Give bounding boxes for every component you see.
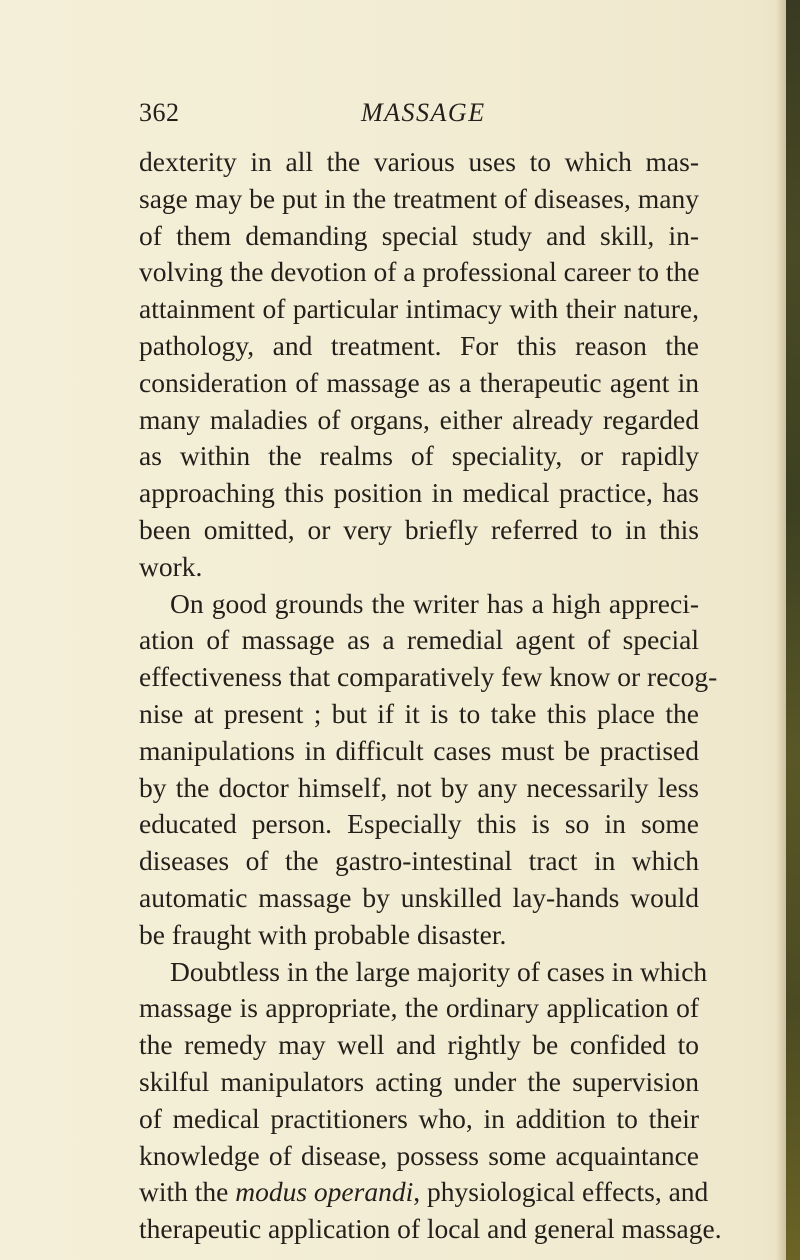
text-line: ation of massage as a remedial agent of special [139, 624, 699, 656]
text-line: many maladies of organs, either already regarded [139, 403, 699, 435]
page-number: 362 [139, 98, 180, 127]
text-line: consideration of massage as a therapeutic agent in [139, 366, 699, 398]
running-head [139, 98, 699, 134]
text-line: diseases of the gastro-intestinal tract in which [139, 845, 699, 877]
text-line: pathology, and treatment. For this reason the [139, 329, 699, 361]
text-line: by the doctor himself, not by any necessarily less [139, 771, 699, 803]
text-line: the remedy may well and rightly be confided to [139, 1029, 699, 1061]
text-line: sage may be put in the treatment of diseases, many [139, 182, 699, 214]
paragraph-start-line: Doubtless in the large majority of cases in which [170, 955, 708, 987]
text-line: nise at present ; but if it is to take this place the [139, 697, 699, 729]
text-line: be fraught with probable disaster. [139, 918, 507, 950]
text-line: approaching this position in medical practice, has [139, 477, 699, 509]
text-line: manipulations in difficult cases must be practised [139, 734, 699, 766]
text-line: therapeutic application of local and general massage. [139, 1213, 722, 1245]
text-line: massage is appropriate, the ordinary application of [139, 992, 699, 1024]
text-line: been omitted, or very briefly referred to in this [139, 513, 699, 545]
book-spine-edge [786, 0, 800, 1260]
text-line: skilful manipulators acting under the supervision [139, 1065, 699, 1097]
text-line: volving the devotion of a professional career to the [139, 256, 700, 288]
text-line: of medical practitioners who, in addition to their [139, 1102, 699, 1134]
text-segment: , physiological effects, and [413, 1176, 709, 1208]
text-line: attainment of particular intimacy with their nature, [139, 293, 699, 325]
running-head-title: MASSAGE [361, 98, 486, 127]
text-line-with-italic [139, 1174, 709, 1211]
text-line: as within the realms of speciality, or rapidly [139, 440, 699, 472]
italic-phrase: modus operandi [235, 1176, 414, 1208]
page-edge-shadow [776, 0, 786, 1260]
body-text [139, 144, 722, 1248]
paragraph-start-line: On good grounds the writer has a high appreci- [170, 587, 699, 619]
text-line: dexterity in all the various uses to which mas- [139, 146, 699, 177]
text-line: of them demanding special study and skill, in- [139, 219, 699, 251]
text-segment: with the [139, 1176, 236, 1208]
text-line: educated person. Especially this is so in some [139, 808, 699, 840]
text-line: knowledge of disease, possess some acquaintance [139, 1139, 699, 1171]
text-line: effectiveness that comparatively few know or recog- [139, 661, 718, 693]
text-line: automatic massage by unskilled lay-hands would [139, 881, 699, 913]
text-line: work. [139, 550, 203, 582]
